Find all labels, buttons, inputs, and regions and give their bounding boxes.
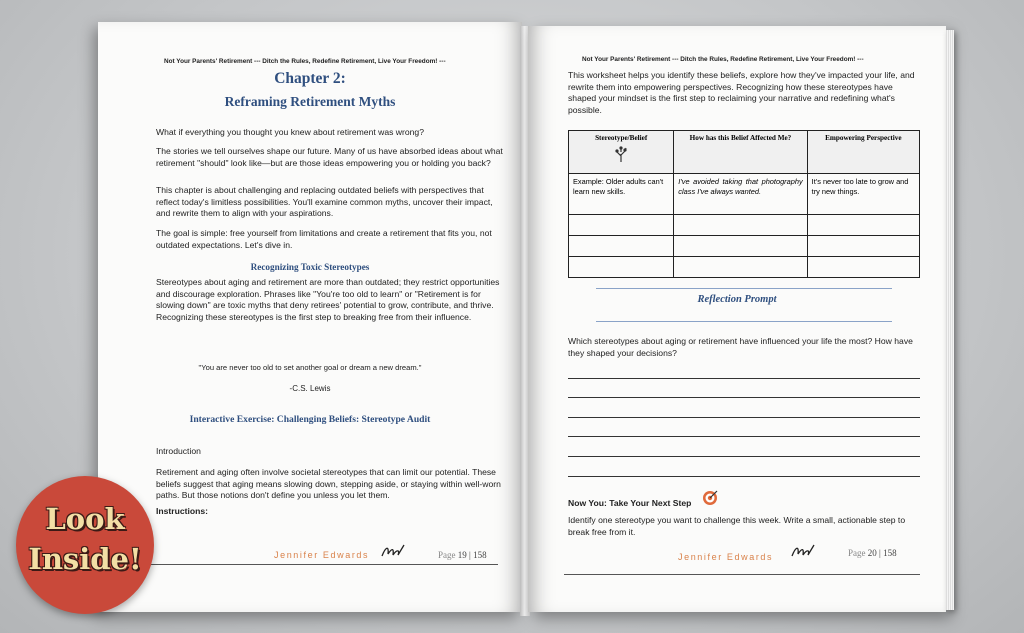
answer-line — [568, 436, 920, 437]
section-heading: Recognizing Toxic Stereotypes — [250, 262, 370, 272]
page-edges — [946, 30, 954, 610]
table-cell — [569, 236, 674, 257]
exercise-heading: Interactive Exercise: Challenging Beliefs: Stereotype Audit — [189, 414, 431, 425]
paragraph: This chapter is about challenging and replacing outdated beliefs with perspectives that reflect today's limitless possibilities. You'll examine common myths, uncover their impact, and rewrite them to align with your aspirations. — [156, 185, 493, 219]
quote-author: -C.S. Lewis — [289, 384, 331, 393]
table-row — [569, 236, 920, 257]
target-icon — [702, 490, 718, 506]
page-number: Page 20 | 158 — [848, 548, 897, 558]
page-current: 20 — [867, 548, 877, 558]
answer-line — [568, 417, 920, 418]
table-cell — [674, 215, 807, 236]
table-cell — [569, 257, 674, 278]
quote: "You are never too old to set another goal or dream a new dream." — [198, 363, 422, 372]
table-row — [569, 215, 920, 236]
table-cell — [807, 236, 919, 257]
reflection-title: Reflection Prompt — [697, 294, 777, 305]
author-name: Jennifer Edwards — [274, 550, 370, 560]
worksheet-intro: This worksheet helps you identify these beliefs, explore how they've impacted your life, and rewrite them into empowering perspectives. Recognizing how these stereotypes have shaped your mindset is the first step to reclaiming your narrative and redefining what's possible. — [568, 70, 915, 115]
table-cell — [569, 215, 674, 236]
page-label: Page — [438, 550, 456, 560]
page-number: Page 19 | 158 — [438, 550, 487, 560]
footer-rule — [138, 564, 498, 565]
chapter-title: Reframing Retirement Myths — [224, 94, 396, 109]
tree-icon — [614, 146, 628, 162]
table-cell — [674, 257, 807, 278]
table-row — [569, 257, 920, 278]
paragraph: The goal is simple: free yourself from limitations and create a retirement that fits you, not outdated expectations. Let's dive in. — [156, 228, 492, 250]
reflection-question: Which stereotypes about aging or retirement have influenced your life the most? How have they shaped your decisions? — [568, 336, 913, 358]
left-page — [98, 22, 522, 612]
page-current: 19 — [457, 550, 467, 560]
chapter-number: Chapter 2: — [274, 70, 346, 87]
page-total: 158 — [883, 548, 897, 558]
running-header: Not Your Parents' Retirement --- Ditch the Rules, Redefine Retirement, Live Your Freedom! --- — [164, 58, 446, 65]
table-cell — [674, 236, 807, 257]
next-step-text: Identify one stereotype you want to challenge this week. Write a small, actionable step to break free from it. — [568, 515, 906, 537]
badge-line-2: Inside! — [28, 542, 142, 576]
paragraph: The stories we tell ourselves shape our future. Many of us have absorbed ideas about what retirement "should" look like—but are those ideas empowering you or holding you back? — [156, 146, 503, 168]
table-header-row — [569, 131, 920, 174]
signature-icon — [790, 542, 816, 560]
table-cell — [807, 257, 919, 278]
table-header: Stereotype/Belief — [569, 131, 674, 174]
badge-line-1: Look — [45, 502, 125, 536]
instructions-label: Instructions: — [156, 506, 209, 516]
look-inside-badge[interactable] — [16, 476, 154, 614]
introduction-label: Introduction — [156, 446, 201, 456]
table-cell: Example: Older adults can't learn new skills. — [569, 174, 674, 215]
running-header: Not Your Parents' Retirement --- Ditch the Rules, Redefine Retirement, Live Your Freedom! --- — [582, 56, 864, 63]
table-cell: I've avoided taking that photography class I've always wanted. — [674, 174, 807, 215]
right-page — [528, 26, 946, 612]
answer-line — [568, 397, 920, 398]
paragraph: Stereotypes about aging and retirement are more than outdated; they restrict opportunities and discourage exploration. Phrases like "You're too old to learn" or "Retirement is for slowing down" are toxic myths that deny retirees' potential to grow, contribute, and thrive. Recognizing these stereotypes is the first step to breaking free from their influence. — [156, 277, 500, 322]
answer-line — [568, 456, 920, 457]
table-row — [569, 174, 920, 215]
divider — [596, 288, 892, 289]
table-cell — [807, 215, 919, 236]
stereotype-audit-table — [568, 130, 920, 278]
intro-question: What if everything you thought you knew about retirement was wrong? — [156, 127, 424, 137]
table-header: Empowering Perspective — [807, 131, 919, 174]
signature-icon — [380, 542, 406, 560]
table-cell: It's never too late to grow and try new things. — [807, 174, 919, 215]
answer-line — [568, 378, 920, 379]
footer-rule — [564, 574, 920, 575]
divider — [596, 321, 892, 322]
page-total: 158 — [473, 550, 487, 560]
table-header: How has this Belief Affected Me? — [674, 131, 807, 174]
paragraph: Retirement and aging often involve societal stereotypes that can limit our potential. These beliefs suggest that aging means slowing down, stepping aside, or staying within well-worn paths. But those notions don't define you unless you let them. — [156, 467, 501, 501]
page-label: Page — [848, 548, 866, 558]
author-name: Jennifer Edwards — [678, 552, 774, 562]
answer-line — [568, 476, 920, 477]
next-step-title: Now You: Take Your Next Step — [568, 498, 692, 508]
